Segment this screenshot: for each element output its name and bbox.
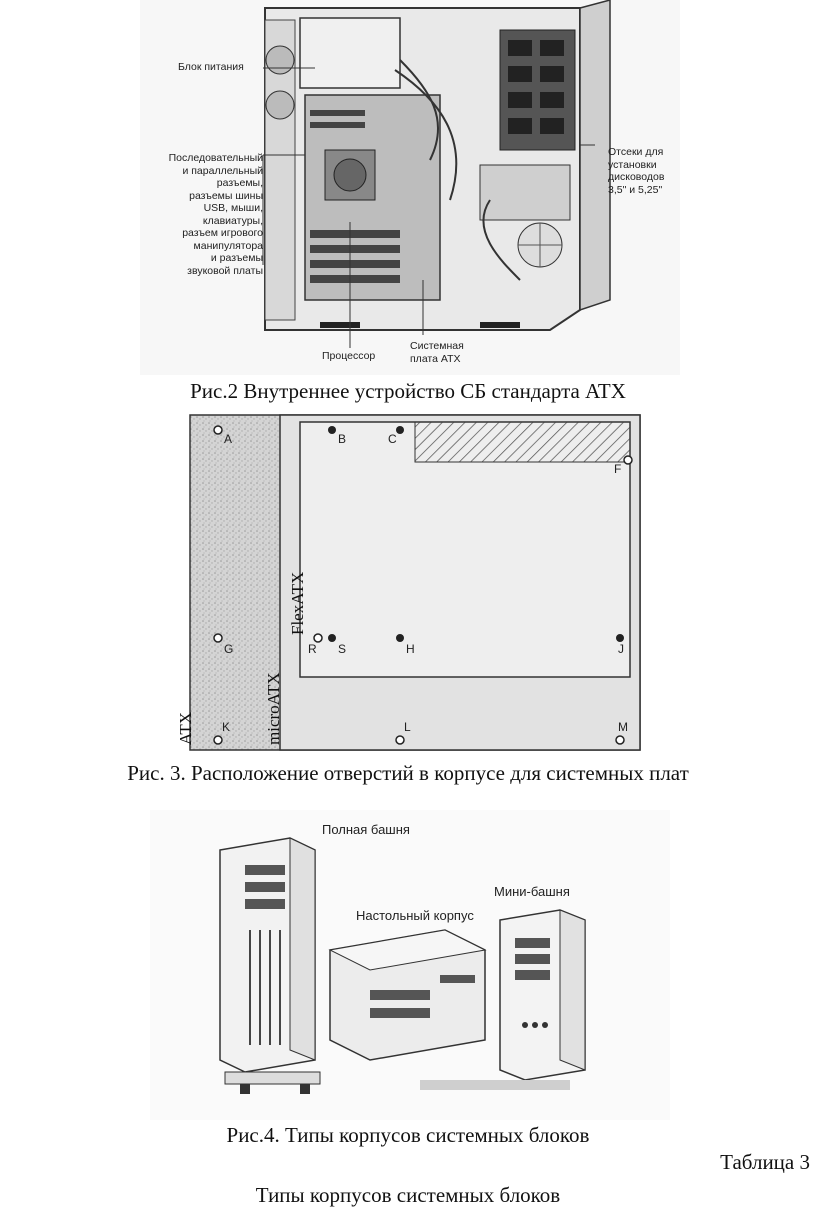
hole-label-m: M (618, 720, 628, 734)
callout-ports-line: манипулятора (193, 239, 263, 252)
hole-label-l: L (404, 720, 411, 734)
figure-4-image (150, 810, 670, 1120)
hole-label-s: S (338, 642, 347, 656)
callout-ports (118, 152, 263, 277)
table-number: Таблица 3 (720, 1150, 810, 1174)
figure-3-image (160, 410, 650, 760)
case-types-drawing (150, 810, 670, 1120)
figure-3-caption: Рис. 3. Расположение отверстий в корпусе для системных плат (127, 761, 689, 785)
label-full-tower: Полная башня (322, 822, 410, 837)
hole-label-j: J (618, 642, 624, 656)
callout-mb-line: плата ATX (410, 352, 461, 365)
callout-bays (608, 146, 688, 196)
callout-ports-line: USB, мыши, (203, 202, 263, 214)
callout-cpu: Процессор (322, 350, 376, 362)
callout-bays-line: 3,5" и 5,25" (608, 183, 663, 196)
label-mini-tower: Мини-башня (494, 884, 570, 899)
callout-ports-line: разъемы шины (189, 189, 263, 202)
hole-label-g: G (224, 642, 234, 656)
callout-ports-line: Последовательный (168, 152, 263, 164)
hole-label-h: H (406, 642, 415, 656)
hole-label-f: F (614, 462, 622, 476)
hole-label-c: C (388, 432, 397, 446)
mounting-holes-diagram (160, 410, 650, 760)
standard-label-atx: ATX (176, 711, 195, 745)
callout-psu: Блок питания (178, 61, 244, 73)
callout-ports-line: звуковой платы (187, 264, 263, 277)
callout-ports-line: разъем игрового (182, 227, 263, 239)
hole-label-a: A (224, 432, 233, 446)
hole-label-b: B (338, 432, 347, 446)
figure-4-caption: Рис.4. Типы корпусов системных блоков (226, 1123, 590, 1147)
callout-ports-line: и параллельный (182, 164, 263, 177)
callout-motherboard (410, 340, 464, 365)
callout-bays-line: дисководов (608, 171, 665, 183)
standard-label-flexatx: FlexATX (288, 571, 307, 635)
label-desktop-case: Настольный корпус (356, 908, 474, 923)
table-title: Типы корпусов системных блоков (255, 1183, 561, 1207)
callout-ports-line: и разъемы (210, 252, 263, 264)
standard-label-microatx: microATX (264, 672, 283, 745)
callout-mb-line: Системная (410, 340, 464, 352)
callout-ports-line: разъемы, (216, 177, 263, 189)
figure-2-caption: Рис.2 Внутреннее устройство СБ стандарта ATX (190, 379, 626, 403)
hole-label-r: R (308, 642, 317, 656)
callout-bays-line: Отсеки для (608, 146, 664, 158)
callout-ports-line: клавиатуры, (202, 214, 263, 227)
callout-bays-line: установки (608, 158, 657, 171)
hole-label-k: K (222, 720, 231, 734)
